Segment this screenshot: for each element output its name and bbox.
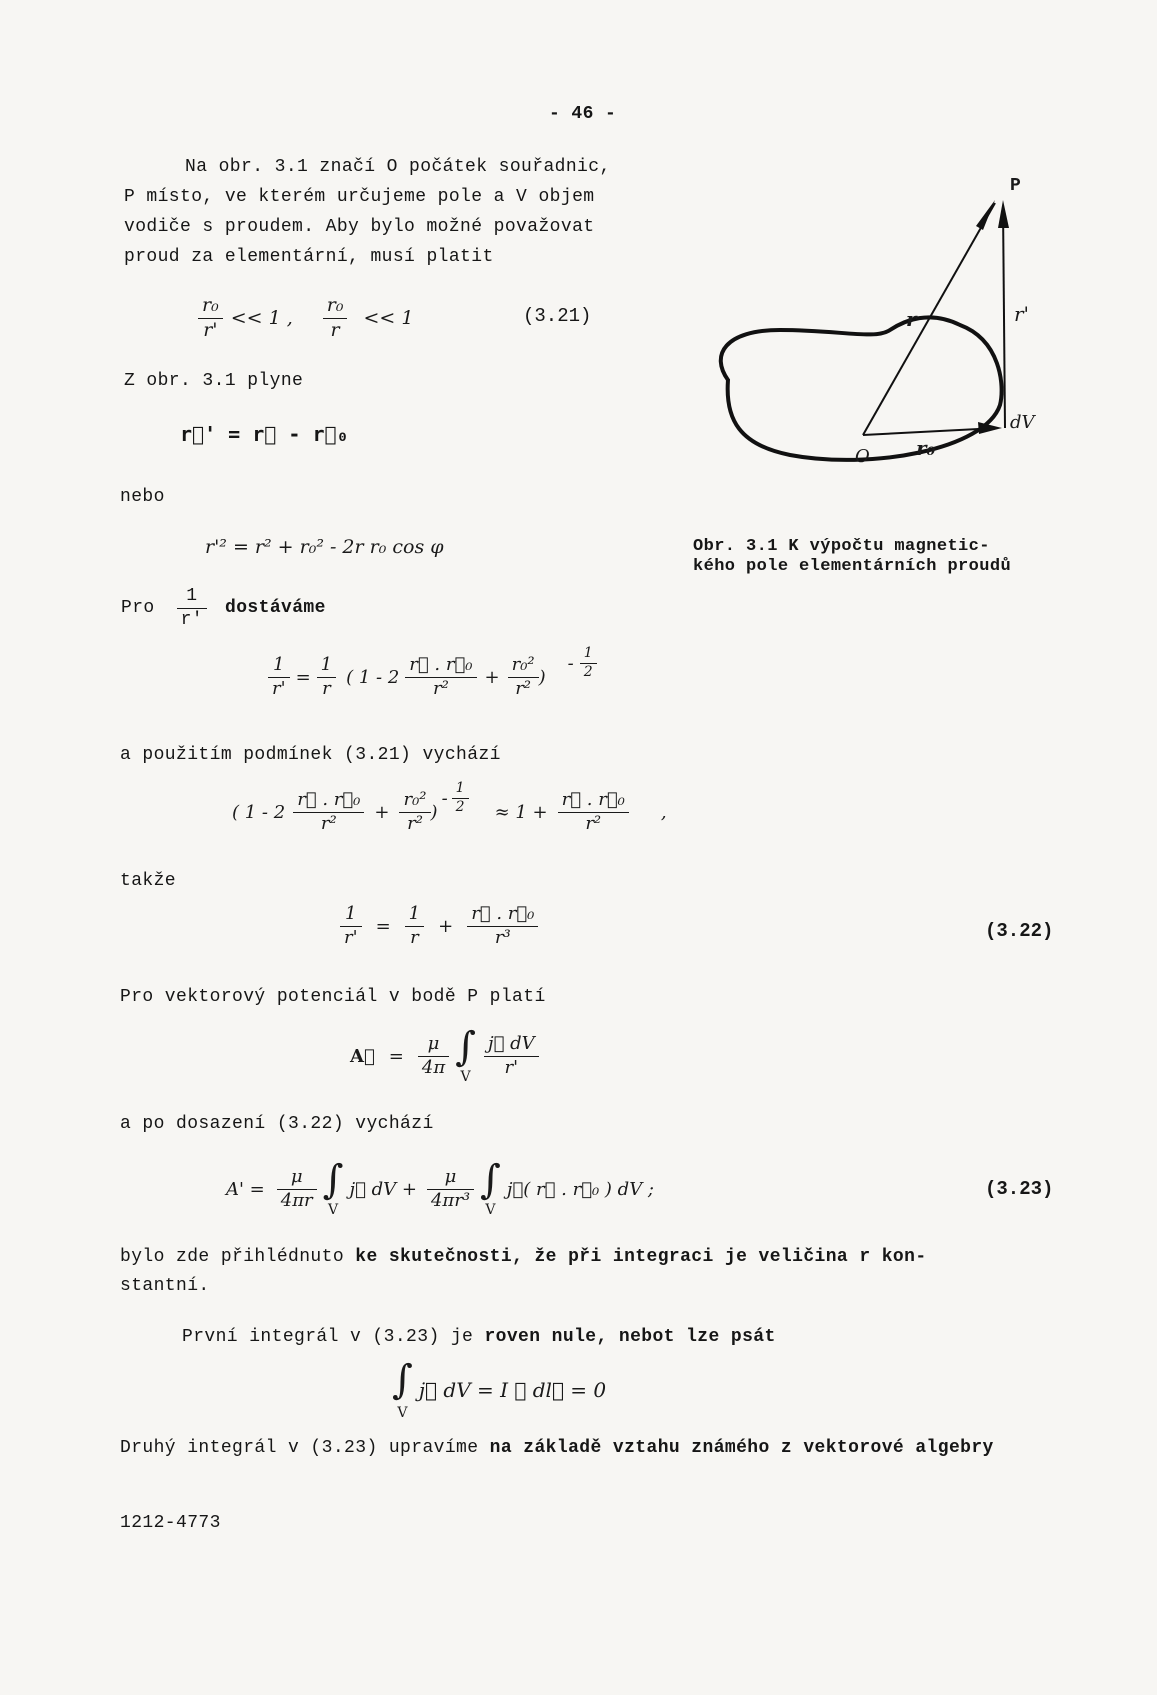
bylo-line2: stantní. [120,1276,210,1296]
para1-line2: P místo, ve kterém určujeme pole a V objem [124,187,595,207]
figure-label-r0: r₀ [916,436,936,460]
equation-number-3-22: (3.22) [985,920,1054,942]
fraction: $\frac{1}{r'}$ [177,585,207,631]
vector-potential-equation: A⃗ = $\frac{\mu}{4\pi}$ ∫ V $\frac{j⃗ dV}{r'}$ [350,1027,539,1085]
takze-line: takže [120,871,177,891]
figure-label-O: O [855,446,870,467]
integral-sign: ∫ V [322,1157,344,1218]
pro-line: Pro $\frac{1}{r'}$ dostáváme [121,586,326,630]
druhy-line: Druhý integrál v (3.23) upravíme na základě vztahu známého z vektorové algebry [120,1438,994,1458]
zero-integral-equation: ∫ V j⃗ dV = I ∮ dl⃗ = 0 [392,1357,607,1421]
dosazeni-line: a po dosazení (3.22) vychází [120,1114,434,1134]
fraction: $\frac{\mu}{\text{4πr³}}$ [427,1166,474,1212]
figure-3-1 [700,170,1100,500]
arrowhead-r [976,200,995,230]
fraction: $\frac{\text{r₀}}{r'}$ [198,294,223,343]
fraction: $\frac{\text{r₀²}}{\text{r²}}$ [399,789,430,835]
fraction: $\frac{1}{2}$ [452,780,469,816]
arrowhead-r-prime [998,200,1009,228]
para1-line4: proud za elementární, musí platit [124,247,494,267]
fraction: $\frac{\text{r⃗ . r⃗₀}}{\text{r²}}$ [405,654,476,700]
bylo-line1: bylo zde přihlédnuto ke skutečnosti, že při integraci je veličina r kon- [120,1247,927,1267]
z-obr-line: Z obr. 3.1 plyne [124,371,304,391]
figure-label-r-prime: r' [1014,302,1030,326]
para1-line1: Na obr. 3.1 značí O počátek souřadnic, [185,157,611,177]
potential-line: Pro vektorový potenciál v bodě P platí [120,987,546,1007]
integral-sign: ∫ V [392,1357,413,1421]
fraction: $\frac{1}{r}$ [317,654,336,700]
figure-caption-line2: kého pole elementárních proudů [693,557,1012,576]
arrowhead-r0 [978,422,1002,434]
fraction: $\frac{1}{2}$ [580,645,597,681]
equation-number-3-21: (3.21) [523,305,592,327]
integral-sign: ∫ V [455,1024,477,1085]
fraction: $\frac{\text{r₀²}}{\text{r²}}$ [508,654,539,700]
figure-caption-line1: Obr. 3.1 K výpočtu magnetic- [693,537,990,556]
nebo-line: nebo [120,487,165,507]
equation-3-22: $\frac{1}{r'}$ = $\frac{1}{r}$ + $\frac{\text{r⃗ . r⃗₀}}{\text{r³}}$ [340,903,538,949]
conductor-outline [721,317,1002,460]
prvni-line: První integrál v (3.23) je roven nule, nebot lze psát [182,1327,776,1347]
fraction: $\frac{1}{r'}$ [340,903,362,949]
fraction: $\frac{1}{r'}$ [268,654,290,700]
pouzitim-line: a použitím podmínek (3.21) vychází [120,745,501,765]
figure-label-dV: dV [1010,412,1035,433]
figure-label-r: r [906,307,917,331]
equation-3-23: A' = $\frac{\mu}{4\pi r}$ ∫ V j⃗ dV + $\frac{\mu}{\text{4πr³}}$ ∫ V j⃗( r⃗ . r⃗₀ ) dV ; [226,1157,654,1218]
footer-code: 1212-4773 [120,1513,221,1533]
fraction: $\frac{1}{r}$ [405,903,424,949]
equation-number-3-23: (3.23) [985,1178,1054,1200]
fraction: $\frac{\mu}{4\pi}$ [418,1033,449,1079]
para1-line3: vodiče s proudem. Aby bylo možné považovat [124,217,595,237]
integral-sign: ∫ V [480,1157,501,1218]
approximation-equation: ( 1 - 2 $\frac{\text{r⃗ . r⃗₀}}{\text{r²}}$ + $\frac{\text{r₀²}}{\text{r²}}$ ) - $\frac{1}{2}$ ≈ 1 + $\frac{\text{r⃗ . r⃗₀}}{\text{r²}}$ , [232,780,667,834]
fraction: $\frac{\text{r⃗ . r⃗₀}}{\text{r²}}$ [558,789,629,835]
figure-label-P: P [1010,176,1021,196]
fraction: $\frac{\mu}{4\pi r}$ [277,1166,317,1212]
fraction: $\frac{j⃗ dV}{r'}$ [484,1033,539,1079]
vector-r [863,203,995,435]
vector-difference-equation: r⃗' = r⃗ - r⃗₀ [180,422,349,446]
fraction: $\frac{\text{r⃗ . r⃗₀}}{\text{r³}}$ [467,903,538,949]
cosine-law-equation: r'² = r² + r₀² - 2r r₀ cos φ [205,536,444,558]
equation-3-21: $\frac{\text{r₀}}{r'}$ << 1 , $\frac{\text{r₀}}{r}$ << 1 [198,294,413,343]
fraction: $\frac{\text{r⃗ . r⃗₀}}{\text{r²}}$ [293,789,364,835]
fraction: $\frac{\text{r₀}}{r}$ [323,294,348,343]
page-number: - 46 - [549,104,617,124]
expansion-equation: $\frac{1}{r'}$ = $\frac{1}{r}$ ( 1 - 2 $\frac{\text{r⃗ . r⃗₀}}{\text{r²}}$ + $\frac{\text{r₀²}}{\text{r²}}$ ) - $\frac{1}{2}$ [268,654,597,700]
